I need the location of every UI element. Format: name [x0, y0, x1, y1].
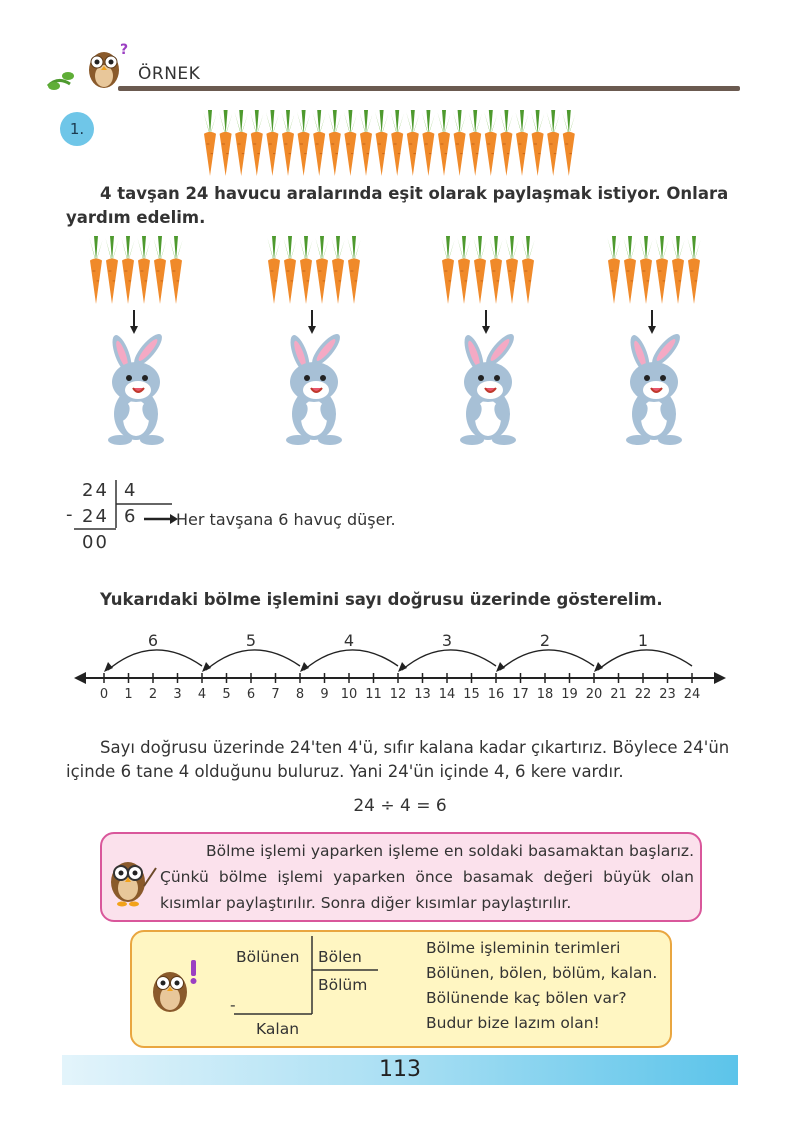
jump-label: 3 [441, 631, 453, 650]
carrot-icon [422, 110, 435, 176]
carrot-icon [331, 236, 344, 304]
owl-exclaim-icon [144, 956, 204, 1018]
terms-line: Bölme işleminin terimleri [426, 939, 621, 957]
carrot-icon [375, 110, 388, 176]
carrot-icon [623, 236, 636, 304]
carrot-icon [203, 110, 216, 176]
minus-sign: - [66, 504, 75, 525]
remainder: 00 [82, 532, 109, 553]
explanation-text: Sayı doğrusu üzerinde 24'ten 4'ü, sıfır kalana kadar çıkartırız. Böylece 24'ün içinde 6 tane 4 olduğunu buluruz. Yani 24'ün içinde 4, 6 kere vardır. [66, 738, 730, 781]
carrot-group [89, 236, 182, 304]
owl-teacher-icon [102, 848, 158, 908]
carrot-icon [297, 110, 310, 176]
jump-arrowhead [104, 662, 113, 672]
jump-arrowhead [496, 662, 505, 672]
carrot-group [607, 236, 700, 304]
carrot-icon [250, 110, 263, 176]
equation: 24 ÷ 4 = 6 [353, 796, 447, 816]
carrot-icon [344, 110, 357, 176]
carrot-group [441, 236, 534, 304]
carrot-icon [671, 236, 684, 304]
term-bolum: Bölüm [318, 976, 368, 994]
example-number-badge: 1. [60, 112, 94, 146]
rule-note-box [100, 832, 702, 922]
carrot-icon [655, 236, 668, 304]
carrot-icon [547, 110, 560, 176]
jump-label: 1 [637, 631, 649, 650]
arrow-down-icon [308, 310, 316, 334]
carrot-icon [328, 110, 341, 176]
carrot-icon [521, 236, 534, 304]
arrow-right-icon [144, 513, 178, 525]
number-line-heading: Yukarıdaki bölme işlemini sayı doğrusu üzerinde gösterelim. [100, 590, 663, 609]
carrot-icon [489, 236, 502, 304]
tick-label: 21 [610, 687, 627, 702]
tick-label: 3 [173, 687, 182, 702]
arrow-down-icon [130, 310, 138, 334]
tick-label: 4 [197, 687, 207, 702]
carrot-icon [441, 236, 454, 304]
carrot-icon [283, 236, 296, 304]
terms-line: Bölünende kaç bölen var? [426, 989, 627, 1007]
tick-label: 10 [340, 687, 358, 702]
carrot-icon [266, 110, 279, 176]
tick-label: 5 [222, 687, 231, 702]
rule-note-text: Bölme işlemi yaparken işleme en soldaki basamaktan başlarız. Çünkü bölme işlemi yaparken önce basamak değeri büyük olan kısımlar paylaştırılır. Sonra diğer kısımlar paylaştırılır. [160, 842, 694, 912]
jump-arc [304, 650, 398, 670]
tick-label: 23 [659, 687, 676, 702]
term-bolunen: Bölünen [236, 948, 300, 966]
carrot-icon [453, 110, 466, 176]
divisor: 4 [124, 480, 138, 501]
tick-label: 8 [295, 687, 305, 702]
carrot-icon [219, 110, 232, 176]
term-bolen: Bölen [318, 948, 362, 966]
jump-label: 6 [147, 631, 159, 650]
term-kalan: Kalan [256, 1020, 300, 1038]
arrow-down-icon [648, 310, 656, 334]
tick-label: 1 [124, 687, 133, 702]
tick-label: 16 [487, 687, 505, 702]
long-division [60, 478, 480, 556]
subtrahend: 24 [82, 506, 109, 527]
tick-label: 14 [438, 687, 456, 702]
terms-minus: - [230, 996, 236, 1014]
tick-label: 6 [246, 687, 256, 702]
carrot-icon [515, 110, 528, 176]
bunny-icon [108, 330, 166, 445]
tick-label: 19 [561, 687, 578, 702]
carrot-icon [281, 110, 294, 176]
carrot-icon [299, 236, 312, 304]
carrot-icon [437, 110, 450, 176]
jump-label: 2 [539, 631, 551, 650]
example-heading: ÖRNEK [138, 64, 201, 84]
carrot-group [267, 236, 360, 304]
tick-label: 2 [148, 687, 158, 702]
jump-arc [598, 650, 692, 670]
problem-text: 4 tavşan 24 havucu aralarında eşit olarak paylaşmak istiyor. Onlara yardım edelim. [66, 184, 729, 227]
jump-arrowhead [398, 662, 407, 672]
carrot-row-24 [200, 108, 590, 180]
carrot-icon [169, 236, 182, 304]
carrot-icon [639, 236, 652, 304]
jump-arc [500, 650, 594, 670]
carrot-icon [687, 236, 700, 304]
carrot-icon [473, 236, 486, 304]
tick-label: 11 [365, 687, 382, 702]
tick-label: 9 [320, 687, 329, 702]
jump-arc [402, 650, 496, 670]
bunny-icon [286, 330, 344, 445]
tick-label: 15 [463, 687, 480, 702]
carrot-icon [359, 110, 372, 176]
jump-arrowhead [300, 662, 309, 672]
arrow-down-icon [482, 310, 490, 334]
carrot-icon [406, 110, 419, 176]
tick-label: 18 [536, 687, 554, 702]
carrot-icon [607, 236, 620, 304]
carrot-icon [121, 236, 134, 304]
tick-label: 17 [512, 687, 529, 702]
jump-arc [206, 650, 300, 670]
header-divider [118, 86, 740, 91]
tick-label: 20 [585, 687, 603, 702]
tick-label: 13 [414, 687, 431, 702]
carrot-icon [235, 110, 248, 176]
jump-label: 5 [245, 631, 257, 650]
terms-line: Bölünen, bölen, bölüm, kalan. [426, 964, 658, 982]
quotient: 6 [124, 506, 138, 527]
carrot-icon [469, 110, 482, 176]
division-result-text: Her tavşana 6 havuç düşer. [176, 510, 396, 529]
tick-label: 0 [99, 687, 109, 702]
carrot-bunny-groups [70, 234, 750, 454]
number-line [70, 626, 730, 706]
terms-rhyme [426, 936, 666, 1036]
terms-box [130, 930, 672, 1048]
terms-line: Budur bize lazım olan! [426, 1014, 600, 1032]
carrot-icon [531, 110, 544, 176]
jump-arc [108, 650, 202, 670]
arrow-left-icon [74, 672, 86, 684]
jump-label: 4 [343, 631, 355, 650]
carrot-icon [313, 110, 326, 176]
dividend: 24 [82, 480, 109, 501]
tick-label: 7 [271, 687, 280, 702]
carrot-icon [505, 236, 518, 304]
carrot-icon [137, 236, 150, 304]
carrot-icon [484, 110, 497, 176]
tick-label: 22 [634, 687, 652, 702]
carrot-icon [562, 110, 575, 176]
jump-arrowhead [594, 662, 603, 672]
carrot-icon [153, 236, 166, 304]
carrot-icon [105, 236, 118, 304]
carrot-icon [267, 236, 280, 304]
carrot-icon [347, 236, 360, 304]
tick-label: 12 [389, 687, 407, 702]
bunny-icon [626, 330, 684, 445]
carrot-icon [89, 236, 102, 304]
carrot-icon [315, 236, 328, 304]
svg-text:?: ? [120, 42, 129, 58]
carrot-icon [457, 236, 470, 304]
carrot-icon [500, 110, 513, 176]
tick-label: 24 [683, 687, 701, 702]
carrot-icon [391, 110, 404, 176]
arrow-right-icon [714, 672, 726, 684]
jump-arrowhead [202, 662, 211, 672]
page-number: 113 [379, 1057, 421, 1082]
bunny-icon [460, 330, 518, 445]
